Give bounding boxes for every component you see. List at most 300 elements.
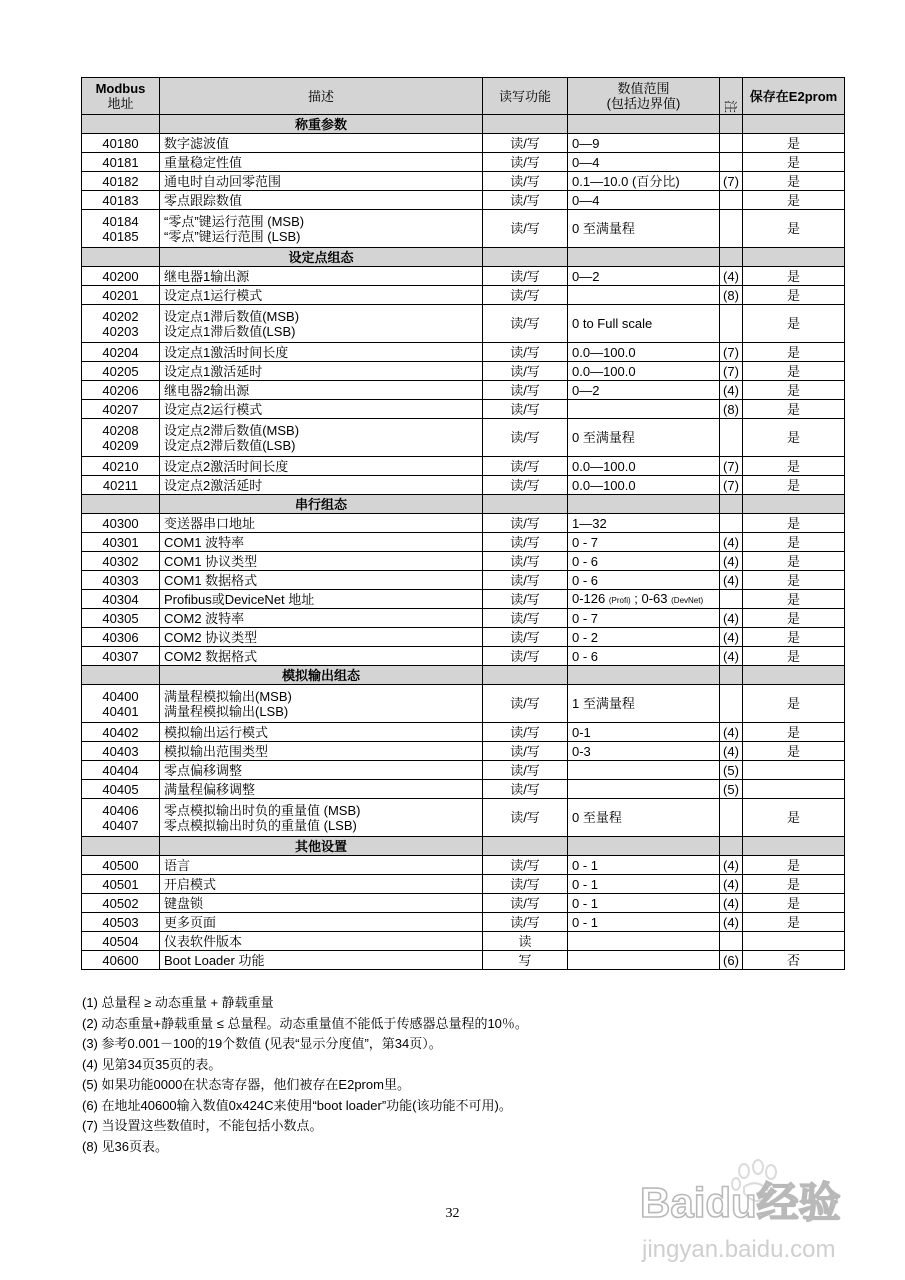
register-description-line: 键盘锁 [164, 895, 204, 911]
register-description-line: 更多页面 [164, 914, 217, 930]
value-range: 0.0—100.0 [568, 362, 720, 381]
footnote-item: (2) 动态重量+静载重量 ≤ 总量程。动态重量值不能低于传感器总量程的10％。 [82, 1015, 528, 1031]
register-address [82, 647, 160, 666]
register-address [82, 191, 160, 210]
value-range: 0—4 [568, 153, 720, 172]
register-description-line: COM2 波特率 [164, 610, 245, 626]
register-description-line: 语言 [164, 857, 191, 873]
register-address [82, 362, 160, 381]
remark-note: (8) [720, 400, 743, 419]
remark-note [720, 134, 743, 153]
register-description-line: 模拟输出范围类型 [164, 743, 269, 759]
register-address-line: 40184 [102, 213, 139, 229]
remark-note: (4) [720, 856, 743, 875]
register-address-line: 40206 [102, 382, 139, 398]
saved-in-eeprom: 是 [743, 210, 845, 248]
read-write-mode: 读/写 [483, 875, 568, 894]
register-description [160, 362, 483, 381]
header-remark [720, 78, 743, 115]
remark-note: (4) [720, 267, 743, 286]
footnote-item: (1) 总量程 ≥ 动态重量 + 静载重量 [82, 995, 274, 1010]
register-description [160, 267, 483, 286]
section-blank-cell [568, 495, 720, 514]
section-blank-cell [568, 248, 720, 267]
register-address-line: 40181 [102, 154, 139, 170]
register-address-line: 40207 [102, 401, 139, 417]
page-number: 32 [445, 1206, 460, 1221]
section-header-row [82, 837, 845, 856]
value-range: 0.0—100.0 [568, 476, 720, 495]
watermark-url: jingyan.baidu.com [642, 1236, 836, 1263]
section-blank-cell [720, 115, 743, 134]
section-blank-cell [720, 837, 743, 856]
register-description-line: “零点”键运行范围 (LSB) [164, 228, 301, 244]
header-rw: 读写功能 [483, 78, 568, 115]
register-description [160, 799, 483, 837]
register-address-line: 40407 [102, 817, 139, 833]
remark-note [720, 685, 743, 723]
read-write-mode: 读/写 [483, 457, 568, 476]
footnote-item: (6) 在地址40600输入数值0x424C来使用“boot loader”功能(该功能不可用)。 [82, 1097, 512, 1113]
header-remark-text: 注 [723, 99, 739, 114]
remark-note: (6) [720, 951, 743, 970]
section-header-row [82, 115, 845, 134]
table-row [82, 761, 845, 780]
header-description: 描述 [160, 78, 483, 115]
value-range: 0-3 [568, 742, 720, 761]
register-description-line: 变送器串口地址 [164, 515, 256, 531]
section-title: 串行组态 [160, 495, 483, 514]
value-range: 0.0—100.0 [568, 457, 720, 476]
read-write-mode: 读/写 [483, 153, 568, 172]
read-write-mode: 读/写 [483, 286, 568, 305]
register-address [82, 590, 160, 609]
table-row [82, 381, 845, 400]
register-description-line: 数字滤波值 [164, 135, 230, 151]
table-row [82, 210, 845, 248]
register-description [160, 172, 483, 191]
section-blank-cell [483, 248, 568, 267]
register-address-line: 40185 [102, 228, 139, 244]
value-range [568, 590, 720, 609]
read-write-mode: 读/写 [483, 913, 568, 932]
register-description-line: 满量程偏移调整 [164, 781, 256, 797]
section-blank-cell [720, 495, 743, 514]
remark-note: (4) [720, 742, 743, 761]
remark-note: (7) [720, 343, 743, 362]
register-address [82, 172, 160, 191]
section-blank-cell [720, 248, 743, 267]
register-description [160, 514, 483, 533]
remark-note: (4) [720, 875, 743, 894]
register-address-line: 40600 [102, 952, 139, 968]
register-address [82, 913, 160, 932]
table-row [82, 609, 845, 628]
table-row [82, 932, 845, 951]
register-address-line: 40404 [102, 762, 139, 778]
register-address-line: 40403 [102, 743, 139, 759]
remark-note: (4) [720, 647, 743, 666]
register-address [82, 343, 160, 362]
register-description [160, 723, 483, 742]
value-range: 1 至满量程 [568, 685, 720, 723]
register-description-line: 设定点2激活时间长度 [164, 458, 289, 474]
register-address-line: 40205 [102, 363, 139, 379]
value-range: 0—2 [568, 267, 720, 286]
value-range: 0 - 1 [568, 913, 720, 932]
section-blank-cell [743, 666, 845, 685]
register-address-line: 40401 [102, 703, 139, 719]
table-row [82, 894, 845, 913]
register-description-line: 继电器1输出源 [164, 268, 250, 284]
value-range: 0 至满量程 [568, 419, 720, 457]
register-description-line: 零点模拟输出时负的重量值 (MSB) [164, 802, 361, 818]
saved-in-eeprom: 是 [743, 799, 845, 837]
saved-in-eeprom: 是 [743, 647, 845, 666]
baidu-jingyan-watermark [640, 1155, 855, 1270]
table-row [82, 476, 845, 495]
read-write-mode: 读/写 [483, 172, 568, 191]
watermark-logo: Baidu经验 [640, 1179, 841, 1226]
read-write-mode: 读/写 [483, 134, 568, 153]
section-title: 称重参数 [160, 115, 483, 134]
read-write-mode: 读/写 [483, 685, 568, 723]
table-row [82, 951, 845, 970]
register-description-line: Boot Loader 功能 [164, 952, 265, 968]
read-write-mode: 读/写 [483, 590, 568, 609]
read-write-mode: 读/写 [483, 742, 568, 761]
saved-in-eeprom: 是 [743, 894, 845, 913]
read-write-mode: 读/写 [483, 552, 568, 571]
table-row [82, 267, 845, 286]
register-description [160, 381, 483, 400]
value-range: 0 - 7 [568, 533, 720, 552]
section-blank-cell [82, 837, 160, 856]
table-row [82, 419, 845, 457]
register-description-line: 继电器2输出源 [164, 382, 250, 398]
saved-in-eeprom [743, 780, 845, 799]
saved-in-eeprom: 是 [743, 533, 845, 552]
footnote-item: (3) 参考0.001－100的19个数值 (见表“显示分度值”，第34页）。 [82, 1036, 442, 1051]
value-range: 0 - 6 [568, 647, 720, 666]
register-description-line: 设定点2滞后数值(LSB) [164, 437, 296, 453]
footnote-item: (7) 当设置这些数值时，不能包括小数点。 [82, 1118, 323, 1133]
register-description [160, 419, 483, 457]
register-description [160, 400, 483, 419]
register-address [82, 932, 160, 951]
read-write-mode: 读/写 [483, 647, 568, 666]
register-address-line: 40211 [102, 477, 139, 493]
read-write-mode: 写 [483, 951, 568, 970]
register-description-line: 开启模式 [164, 876, 217, 892]
saved-in-eeprom [743, 932, 845, 951]
section-title: 设定点组态 [160, 248, 483, 267]
table-row [82, 723, 845, 742]
register-address-line: 40503 [102, 914, 139, 930]
register-description-line: COM1 协议类型 [164, 553, 258, 569]
remark-note [720, 419, 743, 457]
register-description [160, 951, 483, 970]
register-address [82, 419, 160, 457]
value-range: 0—4 [568, 191, 720, 210]
saved-in-eeprom: 是 [743, 267, 845, 286]
saved-in-eeprom: 否 [743, 951, 845, 970]
footnote-item: (8) 见36页表。 [82, 1138, 168, 1154]
register-address [82, 153, 160, 172]
value-range: 0—9 [568, 134, 720, 153]
value-range: 0 - 7 [568, 609, 720, 628]
value-range: 0 - 1 [568, 875, 720, 894]
register-description [160, 457, 483, 476]
section-header-row [82, 248, 845, 267]
value-range [568, 951, 720, 970]
section-blank-cell [568, 115, 720, 134]
saved-in-eeprom: 是 [743, 571, 845, 590]
register-description [160, 742, 483, 761]
register-description-line: 零点模拟输出时负的重量值 (LSB) [164, 817, 357, 833]
register-address-line: 40210 [102, 458, 139, 474]
section-blank-cell [82, 248, 160, 267]
register-description-line: 通电时自动回零范围 [164, 173, 282, 189]
register-address [82, 894, 160, 913]
register-description [160, 343, 483, 362]
read-write-mode: 读/写 [483, 571, 568, 590]
value-range: 0 至满量程 [568, 210, 720, 248]
table-row [82, 590, 845, 609]
register-description [160, 286, 483, 305]
register-address [82, 742, 160, 761]
saved-in-eeprom [743, 761, 845, 780]
register-description-line: 仪表软件版本 [164, 933, 243, 949]
register-description [160, 932, 483, 951]
register-address-line: 40200 [102, 268, 139, 284]
remark-note [720, 514, 743, 533]
section-blank-cell [720, 666, 743, 685]
saved-in-eeprom: 是 [743, 628, 845, 647]
register-address [82, 951, 160, 970]
register-address-line: 40300 [102, 515, 139, 531]
register-description [160, 153, 483, 172]
register-description-line: 满量程模拟输出(MSB) [164, 688, 292, 704]
saved-in-eeprom: 是 [743, 381, 845, 400]
register-address-line: 40301 [102, 534, 139, 550]
saved-in-eeprom: 是 [743, 343, 845, 362]
register-address [82, 780, 160, 799]
table-row [82, 552, 845, 571]
table-row [82, 514, 845, 533]
read-write-mode: 读/写 [483, 514, 568, 533]
remark-note [720, 305, 743, 343]
register-description [160, 210, 483, 248]
remark-note [720, 210, 743, 248]
saved-in-eeprom: 是 [743, 742, 845, 761]
read-write-mode: 读 [483, 932, 568, 951]
table-row [82, 343, 845, 362]
footnote-item: (5) 如果功能0000在状态寄存器，他们被存在E2prom里。 [82, 1077, 410, 1092]
register-address-line: 40182 [102, 173, 139, 189]
value-range [568, 780, 720, 799]
read-write-mode: 读/写 [483, 799, 568, 837]
register-address-line: 40406 [102, 802, 139, 818]
register-address [82, 609, 160, 628]
remark-note: (4) [720, 894, 743, 913]
remark-note [720, 191, 743, 210]
remark-note: (4) [720, 723, 743, 742]
register-address-line: 40302 [102, 553, 139, 569]
register-description [160, 552, 483, 571]
modbus-register-table [81, 77, 845, 970]
saved-in-eeprom: 是 [743, 913, 845, 932]
value-range: 0 - 1 [568, 856, 720, 875]
register-description-line: 设定点1运行模式 [164, 287, 263, 303]
read-write-mode: 读/写 [483, 780, 568, 799]
register-address-line: 40180 [102, 135, 139, 151]
register-address [82, 875, 160, 894]
remark-note [720, 799, 743, 837]
value-range [568, 286, 720, 305]
register-address [82, 457, 160, 476]
register-description-line: 零点跟踪数值 [164, 192, 243, 208]
remark-note: (7) [720, 362, 743, 381]
remark-note: (4) [720, 381, 743, 400]
read-write-mode: 读/写 [483, 476, 568, 495]
value-range [568, 400, 720, 419]
register-description-line: COM2 协议类型 [164, 629, 258, 645]
register-address-line: 40400 [102, 688, 139, 704]
section-blank-cell [483, 115, 568, 134]
table-row [82, 400, 845, 419]
register-description-line: 设定点2运行模式 [164, 401, 263, 417]
register-description [160, 761, 483, 780]
table-row [82, 362, 845, 381]
section-blank-cell [483, 495, 568, 514]
table-row [82, 856, 845, 875]
value-range: 0 至量程 [568, 799, 720, 837]
header-eeprom: 保存在E2prom [743, 78, 845, 115]
footnotes [82, 993, 528, 1157]
register-address-line: 40201 [102, 287, 139, 303]
register-description [160, 609, 483, 628]
remark-note [720, 153, 743, 172]
table-row [82, 647, 845, 666]
register-description-line: COM2 数据格式 [164, 648, 258, 664]
register-description [160, 134, 483, 153]
read-write-mode: 读/写 [483, 191, 568, 210]
register-address-line: 40307 [102, 648, 139, 664]
read-write-mode: 读/写 [483, 609, 568, 628]
remark-note: (4) [720, 533, 743, 552]
register-address [82, 305, 160, 343]
read-write-mode: 读/写 [483, 400, 568, 419]
register-description [160, 571, 483, 590]
register-description [160, 590, 483, 609]
table-row [82, 153, 845, 172]
read-write-mode: 读/写 [483, 723, 568, 742]
register-description [160, 913, 483, 932]
saved-in-eeprom: 是 [743, 305, 845, 343]
register-description [160, 476, 483, 495]
table-row [82, 305, 845, 343]
register-description [160, 894, 483, 913]
register-address-line: 40208 [102, 422, 139, 438]
value-range: 0 - 6 [568, 571, 720, 590]
register-address [82, 476, 160, 495]
table-row [82, 780, 845, 799]
register-address [82, 267, 160, 286]
read-write-mode: 读/写 [483, 533, 568, 552]
register-description [160, 647, 483, 666]
remark-note: (5) [720, 761, 743, 780]
read-write-mode: 读/写 [483, 856, 568, 875]
register-description [160, 780, 483, 799]
section-blank-cell [568, 837, 720, 856]
remark-note [720, 932, 743, 951]
section-header-row [82, 666, 845, 685]
header-address-line2: 地址 [107, 96, 134, 111]
read-write-mode: 读/写 [483, 267, 568, 286]
section-blank-cell [82, 495, 160, 514]
register-description [160, 191, 483, 210]
register-address-line: 40504 [102, 933, 139, 949]
header-address [82, 78, 160, 115]
section-blank-cell [82, 115, 160, 134]
saved-in-eeprom: 是 [743, 685, 845, 723]
value-range: 0 - 1 [568, 894, 720, 913]
value-range [568, 932, 720, 951]
read-write-mode: 读/写 [483, 894, 568, 913]
value-range: 1—32 [568, 514, 720, 533]
table-row [82, 457, 845, 476]
section-blank-cell [483, 837, 568, 856]
value-range: 0.0—100.0 [568, 343, 720, 362]
register-description-line: Profibus或DeviceNet 地址 [164, 591, 315, 607]
register-address-line: 40306 [102, 629, 139, 645]
saved-in-eeprom: 是 [743, 419, 845, 457]
section-blank-cell [483, 666, 568, 685]
register-address [82, 628, 160, 647]
register-address-line: 40502 [102, 895, 139, 911]
table-row [82, 571, 845, 590]
value-range: 0-1 [568, 723, 720, 742]
register-description-line: 重量稳定性值 [164, 154, 243, 170]
register-description-line: 设定点1滞后数值(LSB) [164, 323, 296, 339]
header-range [568, 78, 720, 115]
value-range: 0.1—10.0 (百分比) [568, 172, 720, 191]
section-blank-cell [82, 666, 160, 685]
register-address [82, 552, 160, 571]
table-row [82, 134, 845, 153]
header-range-line1: 数值范围 [617, 81, 670, 96]
section-blank-cell [568, 666, 720, 685]
section-title: 其他设置 [160, 837, 483, 856]
table-row [82, 799, 845, 837]
saved-in-eeprom: 是 [743, 457, 845, 476]
table-body [82, 115, 845, 970]
register-address [82, 134, 160, 153]
remark-note: (7) [720, 457, 743, 476]
footnote-item: (4) 见第34页35页的表。 [82, 1056, 222, 1072]
read-write-mode: 读/写 [483, 305, 568, 343]
register-address-line: 40209 [102, 437, 139, 453]
register-description-line: 设定点1激活时间长度 [164, 344, 289, 360]
read-write-mode: 读/写 [483, 628, 568, 647]
register-address-line: 40203 [102, 323, 139, 339]
section-blank-cell [743, 248, 845, 267]
saved-in-eeprom: 是 [743, 856, 845, 875]
register-description-line: 模拟输出运行模式 [164, 724, 269, 740]
table-row [82, 191, 845, 210]
remark-note: (4) [720, 628, 743, 647]
